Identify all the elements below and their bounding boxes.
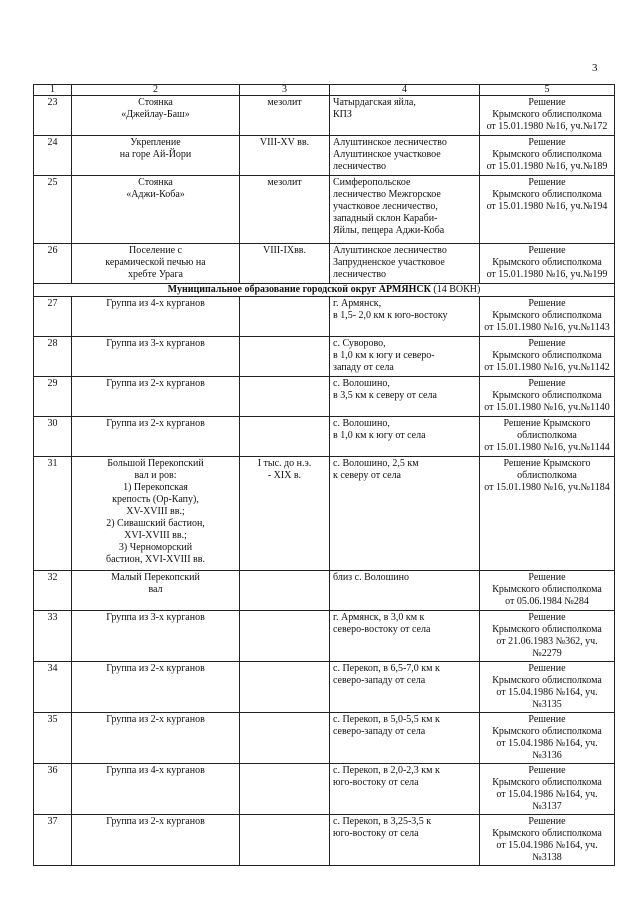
location-cell: г. Армянск, в 3,0 км к северо-востоку от села <box>330 611 480 662</box>
decision-cell: Решение Крымского облисполкома от 15.01.1980 №16, уч.№172 <box>480 96 615 136</box>
dating-cell: мезолит <box>240 176 330 244</box>
section-count: (14 ВОКН) <box>433 284 481 295</box>
section-row <box>34 284 615 297</box>
table-row <box>34 244 615 284</box>
decision-cell: Решение Крымского облисполкома от 15.01.1980 №16, уч.№194 <box>480 176 615 244</box>
dating-cell <box>240 337 330 377</box>
location-cell: Алуштинское лесничество Алуштинское участковое лесничество <box>330 136 480 176</box>
table-header-row <box>34 85 615 96</box>
column-number-cell: 3 <box>240 85 330 96</box>
decision-cell: Решение Крымского облисполкома от 15.04.1986 №164, уч.№3136 <box>480 713 615 764</box>
section-title: Муниципальное образование городской округ АРМЯНСК <box>167 284 431 295</box>
monument-name-cell: Большой Перекопский вал и ров: 1) Перекопская крепость (Ор-Капу), XV-XVIII вв.; 2) Сивашский бастион, XVI-XVIII вв.; 3) Черноморский бастион, XVI-XVIII вв. <box>72 457 240 571</box>
decision-cell: Решение Крымского облисполкома от 05.06.1984 №284 <box>480 571 615 611</box>
dating-cell <box>240 713 330 764</box>
decision-cell: Решение Крымского облисполкома от 15.04.1986 №164, уч.№3135 <box>480 662 615 713</box>
row-number-cell: 23 <box>34 96 72 136</box>
monument-name-cell: Стоянка «Аджи-Коба» <box>72 176 240 244</box>
column-number-cell: 2 <box>72 85 240 96</box>
row-number-cell: 34 <box>34 662 72 713</box>
location-cell: Чатырдагская яйла, КПЗ <box>330 96 480 136</box>
location-cell: с. Волошино, в 1,0 км к югу от села <box>330 417 480 457</box>
location-cell: г. Армянск, в 1,5- 2,0 км к юго-востоку <box>330 297 480 337</box>
table-row <box>34 297 615 337</box>
decision-cell: Решение Крымского облисполкома от 15.01.1980 №16, уч.№1142 <box>480 337 615 377</box>
monument-name-cell: Группа из 3-х курганов <box>72 611 240 662</box>
monument-name-cell: Стоянка «Джейлау-Баш» <box>72 96 240 136</box>
page-number: 3 <box>592 62 598 74</box>
table-row <box>34 136 615 176</box>
row-number-cell: 24 <box>34 136 72 176</box>
decision-cell: Решение Крымского облисполкома от 21.06.1983 №362, уч.№2279 <box>480 611 615 662</box>
row-number-cell: 26 <box>34 244 72 284</box>
table-row <box>34 417 615 457</box>
decision-cell: Решение Крымского облисполкома от 15.01.1980 №16, уч.№1144 <box>480 417 615 457</box>
decision-cell: Решение Крымского облисполкома от 15.01.1980 №16, уч.№199 <box>480 244 615 284</box>
monument-name-cell: Группа из 2-х курганов <box>72 713 240 764</box>
monuments-table <box>33 84 615 866</box>
table-row <box>34 377 615 417</box>
table-row <box>34 611 615 662</box>
monument-name-cell: Группа из 4-х курганов <box>72 297 240 337</box>
row-number-cell: 30 <box>34 417 72 457</box>
location-cell: с. Перекоп, в 2,0-2,3 км к юго-востоку от села <box>330 764 480 815</box>
table-row <box>34 337 615 377</box>
decision-cell: Решение Крымского облисполкома от 15.04.1986 №164, уч.№3138 <box>480 815 615 866</box>
section-heading <box>34 284 615 297</box>
table-row <box>34 662 615 713</box>
location-cell: с. Перекоп, в 6,5-7,0 км к северо-западу от села <box>330 662 480 713</box>
row-number-cell: 29 <box>34 377 72 417</box>
decision-cell: Решение Крымского облисполкома от 15.01.1980 №16, уч.№1184 <box>480 457 615 571</box>
dating-cell <box>240 815 330 866</box>
row-number-cell: 36 <box>34 764 72 815</box>
location-cell: с. Перекоп, в 5,0-5,5 км к северо-западу от села <box>330 713 480 764</box>
location-cell: с. Суворово, в 1,0 км к югу и северо- западу от села <box>330 337 480 377</box>
dating-cell: мезолит <box>240 96 330 136</box>
dating-cell: VIII-IXвв. <box>240 244 330 284</box>
table-row <box>34 457 615 571</box>
row-number-cell: 32 <box>34 571 72 611</box>
row-number-cell: 25 <box>34 176 72 244</box>
monument-name-cell: Группа из 3-х курганов <box>72 337 240 377</box>
dating-cell <box>240 611 330 662</box>
dating-cell <box>240 377 330 417</box>
dating-cell <box>240 764 330 815</box>
decision-cell: Решение Крымского облисполкома от 15.01.1980 №16, уч.№1143 <box>480 297 615 337</box>
table-row <box>34 815 615 866</box>
location-cell: с. Перекоп, в 3,25-3,5 к юго-востоку от села <box>330 815 480 866</box>
row-number-cell: 28 <box>34 337 72 377</box>
dating-cell: VIII-XV вв. <box>240 136 330 176</box>
location-cell: близ с. Волошино <box>330 571 480 611</box>
monument-name-cell: Группа из 4-х курганов <box>72 764 240 815</box>
location-cell: с. Волошино, в 3,5 км к северу от села <box>330 377 480 417</box>
decision-cell: Решение Крымского облисполкома от 15.04.1986 №164, уч.№3137 <box>480 764 615 815</box>
monument-name-cell: Группа из 2-х курганов <box>72 815 240 866</box>
table-row <box>34 764 615 815</box>
dating-cell <box>240 297 330 337</box>
dating-cell: I тыс. до н.э. - XIX в. <box>240 457 330 571</box>
monument-name-cell: Группа из 2-х курганов <box>72 377 240 417</box>
monument-name-cell: Малый Перекопский вал <box>72 571 240 611</box>
row-number-cell: 27 <box>34 297 72 337</box>
dating-cell <box>240 662 330 713</box>
monument-name-cell: Поселение с керамической печью на хребте Урага <box>72 244 240 284</box>
monument-name-cell: Укрепление на горе Ай-Йори <box>72 136 240 176</box>
dating-cell <box>240 571 330 611</box>
row-number-cell: 35 <box>34 713 72 764</box>
column-number-cell: 5 <box>480 85 615 96</box>
column-number-cell: 4 <box>330 85 480 96</box>
table-row <box>34 176 615 244</box>
monument-name-cell: Группа из 2-х курганов <box>72 417 240 457</box>
column-number-cell: 1 <box>34 85 72 96</box>
table-row <box>34 571 615 611</box>
location-cell: Алуштинское лесничество Запрудненское участковое лесничество <box>330 244 480 284</box>
decision-cell: Решение Крымского облисполкома от 15.01.1980 №16, уч.№189 <box>480 136 615 176</box>
location-cell: Симферопольское лесничество Межгорское участковое лесничество, западный склон Караби- Яйлы, пещера Аджи-Коба <box>330 176 480 244</box>
location-cell: с. Волошино, 2,5 км к северу от села <box>330 457 480 571</box>
row-number-cell: 31 <box>34 457 72 571</box>
table-row <box>34 96 615 136</box>
monument-name-cell: Группа из 2-х курганов <box>72 662 240 713</box>
table-row <box>34 713 615 764</box>
row-number-cell: 37 <box>34 815 72 866</box>
decision-cell: Решение Крымского облисполкома от 15.01.1980 №16, уч.№1140 <box>480 377 615 417</box>
row-number-cell: 33 <box>34 611 72 662</box>
dating-cell <box>240 417 330 457</box>
